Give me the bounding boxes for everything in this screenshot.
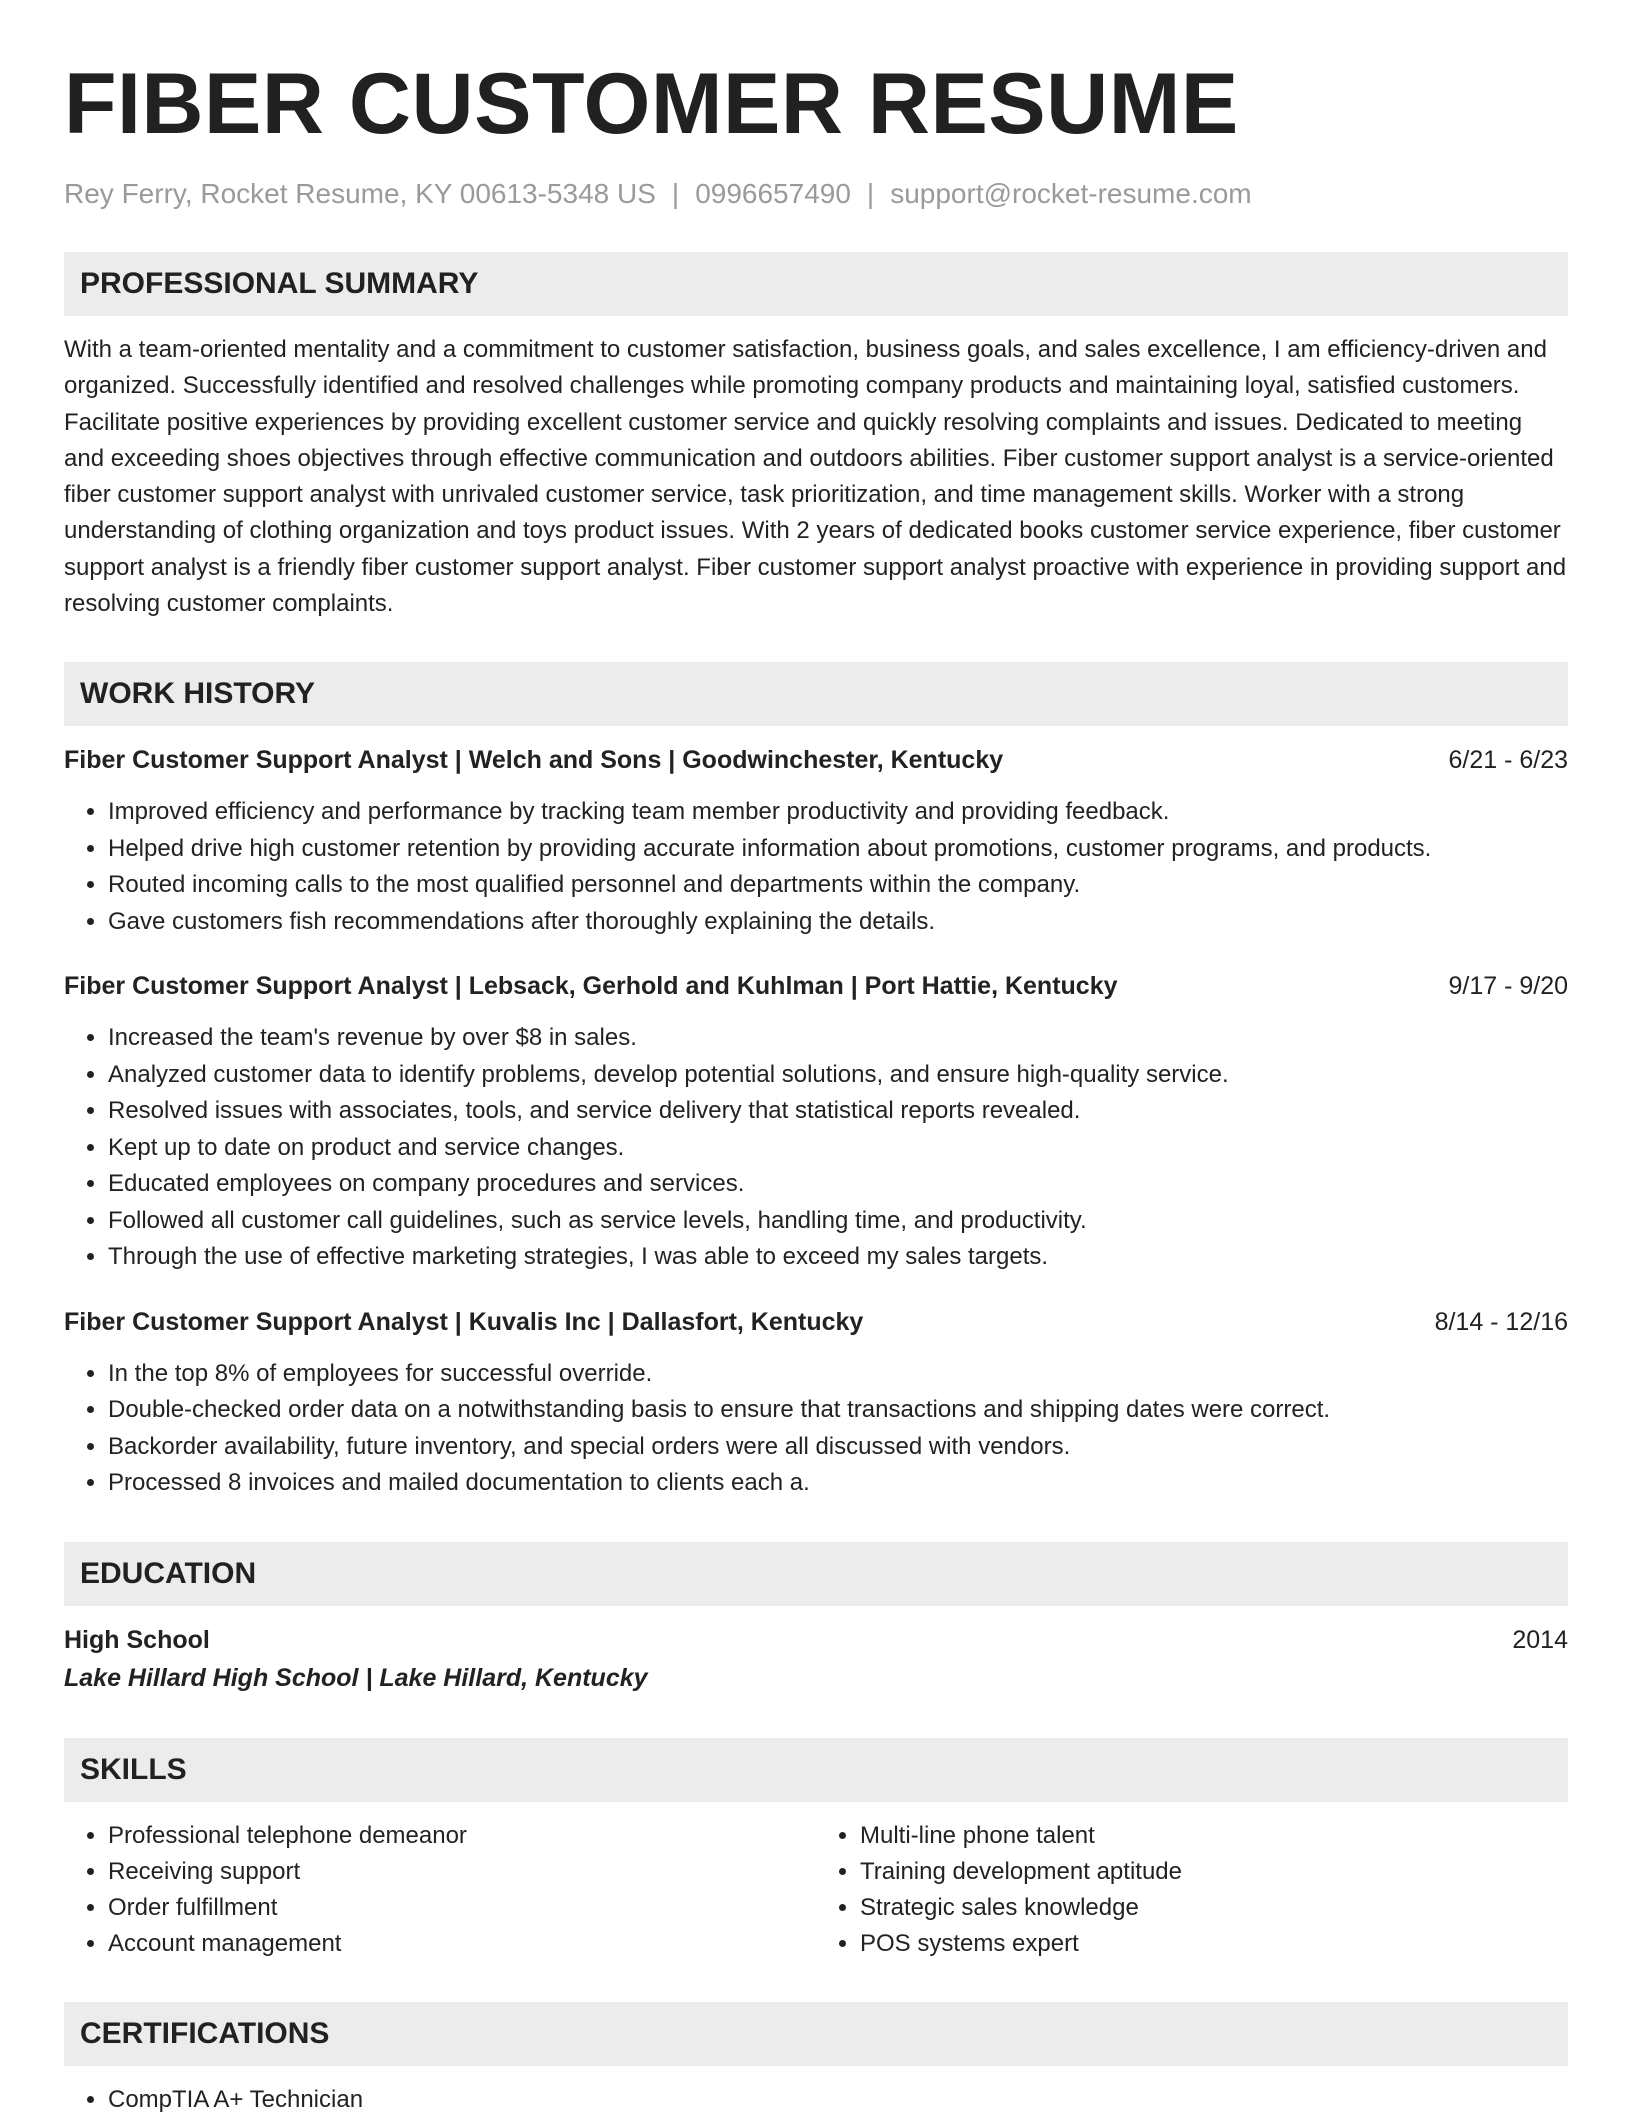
contact-separator: |	[866, 178, 875, 209]
job-entry	[64, 968, 1568, 1276]
skill-item: • Strategic sales knowledge	[860, 1890, 1568, 1926]
summary-text: With a team-oriented mentality and a commitment to customer satisfaction, business goals, and sales excellence, I am efficiency-driven and organized. Successfully identified and resolved challenges while promoting company products and maintaining loyal, satisfied customers. Facilitate positive experiences by providing excellent customer service and quickly resolving complaints and issues. Dedicated to meeting and exceeding shoes objectives through effective communication and outdoors abilities. Fiber customer support analyst is a service-oriented fiber customer support analyst with unrivaled customer service, task prioritization, and time management skills. Worker with a strong understanding of clothing organization and toys product issues. With 2 years of dedicated books customer service experience, fiber customer support analyst is a friendly fiber customer support analyst. Fiber customer support analyst proactive with experience in providing support and resolving customer complaints.	[64, 336, 1567, 618]
job-entry	[64, 742, 1568, 940]
job-header	[64, 742, 1568, 778]
job-bullets	[64, 794, 1568, 940]
contact-phone: 0996657490	[695, 178, 851, 209]
job-bullet: • Routed incoming calls to the most qualified personnel and departments within the company.	[108, 867, 1568, 904]
job-bullet: • Through the use of effective marketing strategies, I was able to exceed my sales targets.	[108, 1239, 1568, 1276]
job-bullet: • Backorder availability, future inventory, and special orders were all discussed with vendors.	[108, 1429, 1568, 1466]
job-dates: 6/21 - 6/23	[1448, 746, 1568, 775]
skill-item: • Account management	[108, 1926, 816, 1962]
job-header	[64, 1304, 1568, 1340]
job-title: Fiber Customer Support Analyst | Lebsack, Gerhold and Kuhlman | Port Hattie, Kentucky	[64, 972, 1118, 1001]
skills-column-left	[64, 1818, 816, 1962]
job-bullet: • Processed 8 invoices and mailed documentation to clients each a.	[108, 1465, 1568, 1502]
job-title: Fiber Customer Support Analyst | Kuvalis Inc | Dallasfort, Kentucky	[64, 1307, 864, 1336]
job-bullet: • Increased the team's revenue by over $8 in sales.	[108, 1020, 1568, 1057]
job-title: Fiber Customer Support Analyst | Welch and Sons | Goodwinchester, Kentucky	[64, 746, 1004, 775]
contact-line	[64, 176, 1568, 212]
job-bullet: • In the top 8% of employees for successful override.	[108, 1356, 1568, 1393]
section-header-education: EDUCATION	[64, 1542, 1568, 1606]
job-bullet: • Double-checked order data on a notwithstanding basis to ensure that transactions and shipping dates were correct.	[108, 1392, 1568, 1429]
job-bullet: • Improved efficiency and performance by tracking team member productivity and providing feedback.	[108, 794, 1568, 831]
job-bullet: • Helped drive high customer retention by providing accurate information about promotions, customer programs, and products.	[108, 831, 1568, 868]
contact-email: support@rocket-resume.com	[890, 178, 1252, 209]
education-year: 2014	[1512, 1625, 1568, 1654]
contact-address: Rey Ferry, Rocket Resume, KY 00613-5348 US	[64, 178, 656, 209]
skill-item: • Multi-line phone talent	[860, 1818, 1568, 1854]
skills-grid	[64, 1818, 1568, 1962]
skills-column-right	[816, 1818, 1568, 1962]
job-dates: 8/14 - 12/16	[1434, 1307, 1568, 1336]
job-bullet: • Resolved issues with associates, tools, and service delivery that statistical reports revealed.	[108, 1093, 1568, 1130]
section-header-skills: SKILLS	[64, 1738, 1568, 1802]
job-bullets	[64, 1020, 1568, 1276]
education-entry	[64, 1622, 1568, 1698]
job-bullet: • Followed all customer call guidelines, such as service levels, handling time, and productivity.	[108, 1203, 1568, 1240]
job-header	[64, 968, 1568, 1004]
skill-item: • POS systems expert	[860, 1926, 1568, 1962]
job-bullet: • Analyzed customer data to identify problems, develop potential solutions, and ensure high-quality service.	[108, 1057, 1568, 1094]
skill-item: • Training development aptitude	[860, 1854, 1568, 1890]
skill-item: • Professional telephone demeanor	[108, 1818, 816, 1854]
job-entry	[64, 1304, 1568, 1502]
job-bullet: • Kept up to date on product and service changes.	[108, 1130, 1568, 1167]
job-bullet: • Gave customers fish recommendations after thoroughly explaining the details.	[108, 904, 1568, 941]
job-bullet: • Educated employees on company procedures and services.	[108, 1166, 1568, 1203]
skill-item: • Order fulfillment	[108, 1890, 816, 1926]
certification-list	[64, 2082, 1568, 2118]
contact-separator: |	[671, 178, 680, 209]
resume-title: FIBER CUSTOMER RESUME	[64, 56, 1239, 152]
skill-item: • Receiving support	[108, 1854, 816, 1890]
education-school: Lake Hillard High School | Lake Hillard, Kentucky	[64, 1663, 648, 1692]
section-header-work-history: WORK HISTORY	[64, 662, 1568, 726]
certification-item: • CompTIA A+ Technician	[108, 2082, 1568, 2118]
education-header	[64, 1622, 1568, 1658]
section-header-summary: PROFESSIONAL SUMMARY	[64, 252, 1568, 316]
job-dates: 9/17 - 9/20	[1448, 972, 1568, 1001]
section-header-certifications: CERTIFICATIONS	[64, 2002, 1568, 2066]
education-degree: High School	[64, 1625, 210, 1654]
job-bullets	[64, 1356, 1568, 1502]
